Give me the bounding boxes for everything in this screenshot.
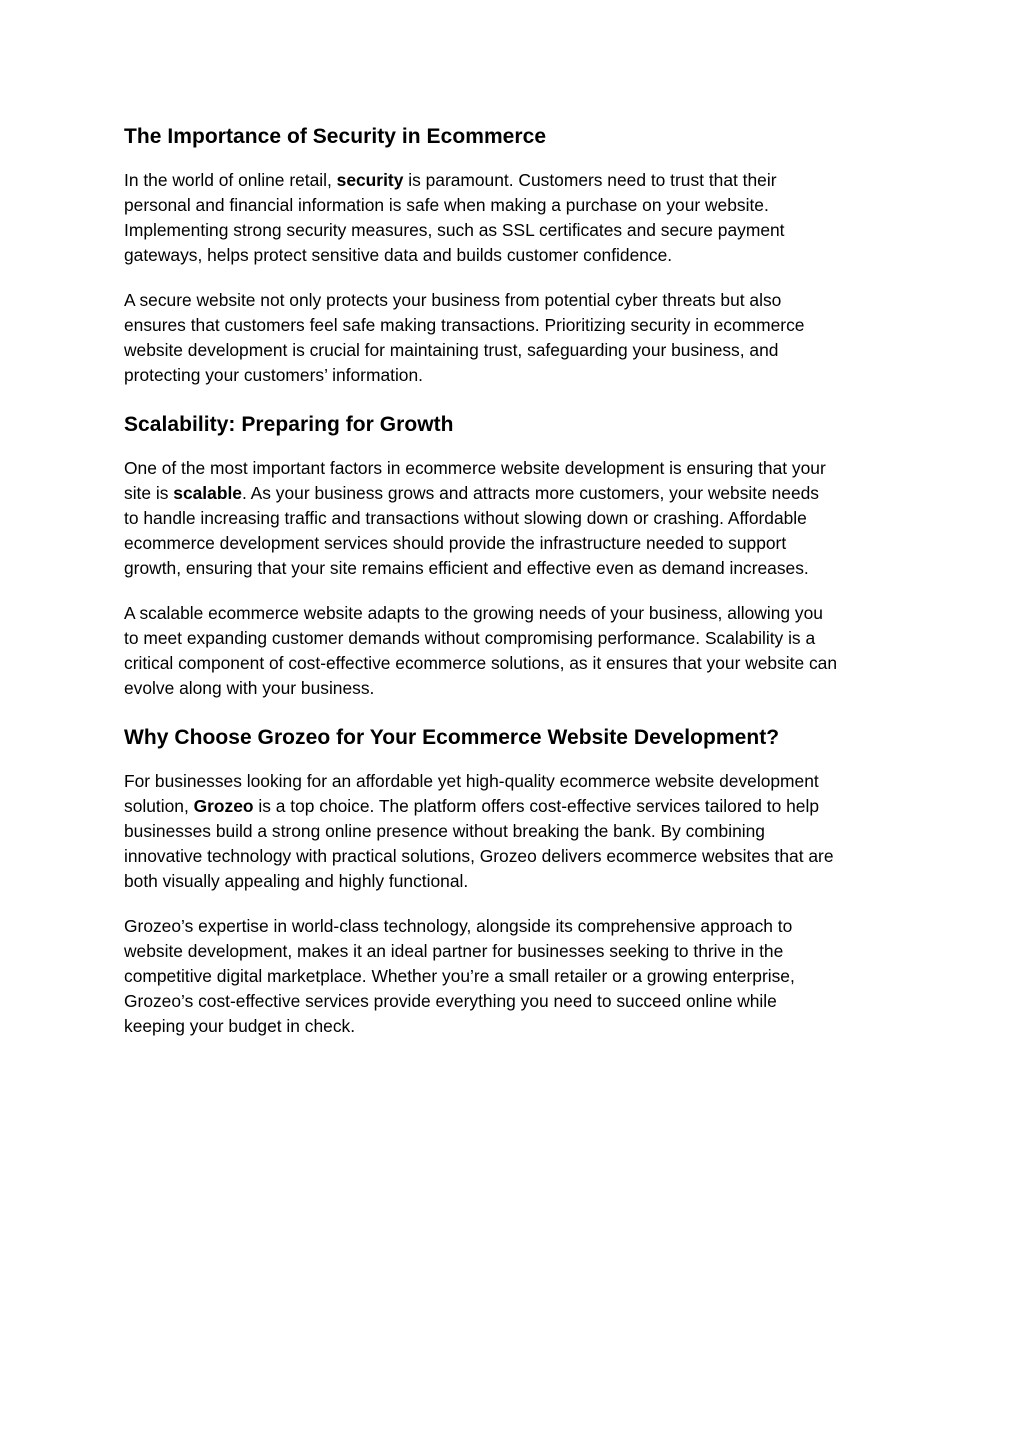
text-line: competitive digital marketplace. Whether you’re a small retailer or a growing enterprise, xyxy=(124,966,795,986)
text-line: In the world of online retail, security is paramount. Customers need to trust that their xyxy=(124,170,777,190)
bold-term: security xyxy=(336,170,404,190)
text-line: businesses build a strong online presence without breaking the bank. By combining xyxy=(124,821,765,841)
section-heading: Scalability: Preparing for Growth xyxy=(124,413,454,436)
text-line: gateways, helps protect sensitive data and builds customer confidence. xyxy=(124,245,673,265)
text-line: solution, Grozeo is a top choice. The platform offers cost-effective services tailored to help xyxy=(124,796,820,816)
paragraph xyxy=(124,168,914,268)
text-line: One of the most important factors in ecommerce website development is ensuring that your xyxy=(124,458,826,478)
paragraph xyxy=(124,456,914,581)
text-line: personal and financial information is safe when making a purchase on your website. xyxy=(124,195,769,215)
text-line: A secure website not only protects your business from potential cyber threats but also xyxy=(124,290,782,310)
text-line: protecting your customers’ information. xyxy=(124,365,423,385)
bold-term: Grozeo xyxy=(193,796,254,816)
text-line: For businesses looking for an affordable yet high-quality ecommerce website development xyxy=(124,771,819,791)
paragraph xyxy=(124,601,914,701)
section-heading: The Importance of Security in Ecommerce xyxy=(124,125,547,148)
section-security xyxy=(124,120,914,388)
text-line: critical component of cost-effective ecommerce solutions, as it ensures that your website can xyxy=(124,653,838,673)
section-scalability xyxy=(124,408,914,701)
section-heading: Why Choose Grozeo for Your Ecommerce Website Development? xyxy=(124,726,780,749)
text-line: evolve along with your business. xyxy=(124,678,375,698)
text-line: innovative technology with practical solutions, Grozeo delivers ecommerce websites that are xyxy=(124,846,834,866)
text-line: ecommerce development services should provide the infrastructure needed to support xyxy=(124,533,787,553)
paragraph xyxy=(124,288,914,388)
text-line: Implementing strong security measures, such as SSL certificates and secure payment xyxy=(124,220,785,240)
document-page xyxy=(124,120,914,1059)
paragraph xyxy=(124,914,914,1039)
text-line: both visually appealing and highly functional. xyxy=(124,871,469,891)
section-why-grozeo xyxy=(124,721,914,1039)
text-line: Grozeo’s cost-effective services provide everything you need to succeed online while xyxy=(124,991,777,1011)
text-line: site is scalable. As your business grows and attracts more customers, your website needs xyxy=(124,483,820,503)
bold-term: scalable xyxy=(173,483,242,503)
text-line: to handle increasing traffic and transactions without slowing down or crashing. Affordable xyxy=(124,508,807,528)
text-line: Grozeo’s expertise in world-class technology, alongside its comprehensive approach to xyxy=(124,916,793,936)
text-line: growth, ensuring that your site remains efficient and effective even as demand increases. xyxy=(124,558,809,578)
text-line: ensures that customers feel safe making transactions. Prioritizing security in ecommerce xyxy=(124,315,805,335)
paragraph xyxy=(124,769,914,894)
text-line: to meet expanding customer demands without compromising performance. Scalability is a xyxy=(124,628,816,648)
text-line: website development, makes it an ideal partner for businesses seeking to thrive in the xyxy=(124,941,784,961)
text-line: keeping your budget in check. xyxy=(124,1016,356,1036)
text-line: website development is crucial for maintaining trust, safeguarding your business, and xyxy=(124,340,779,360)
text-line: A scalable ecommerce website adapts to the growing needs of your business, allowing you xyxy=(124,603,823,623)
